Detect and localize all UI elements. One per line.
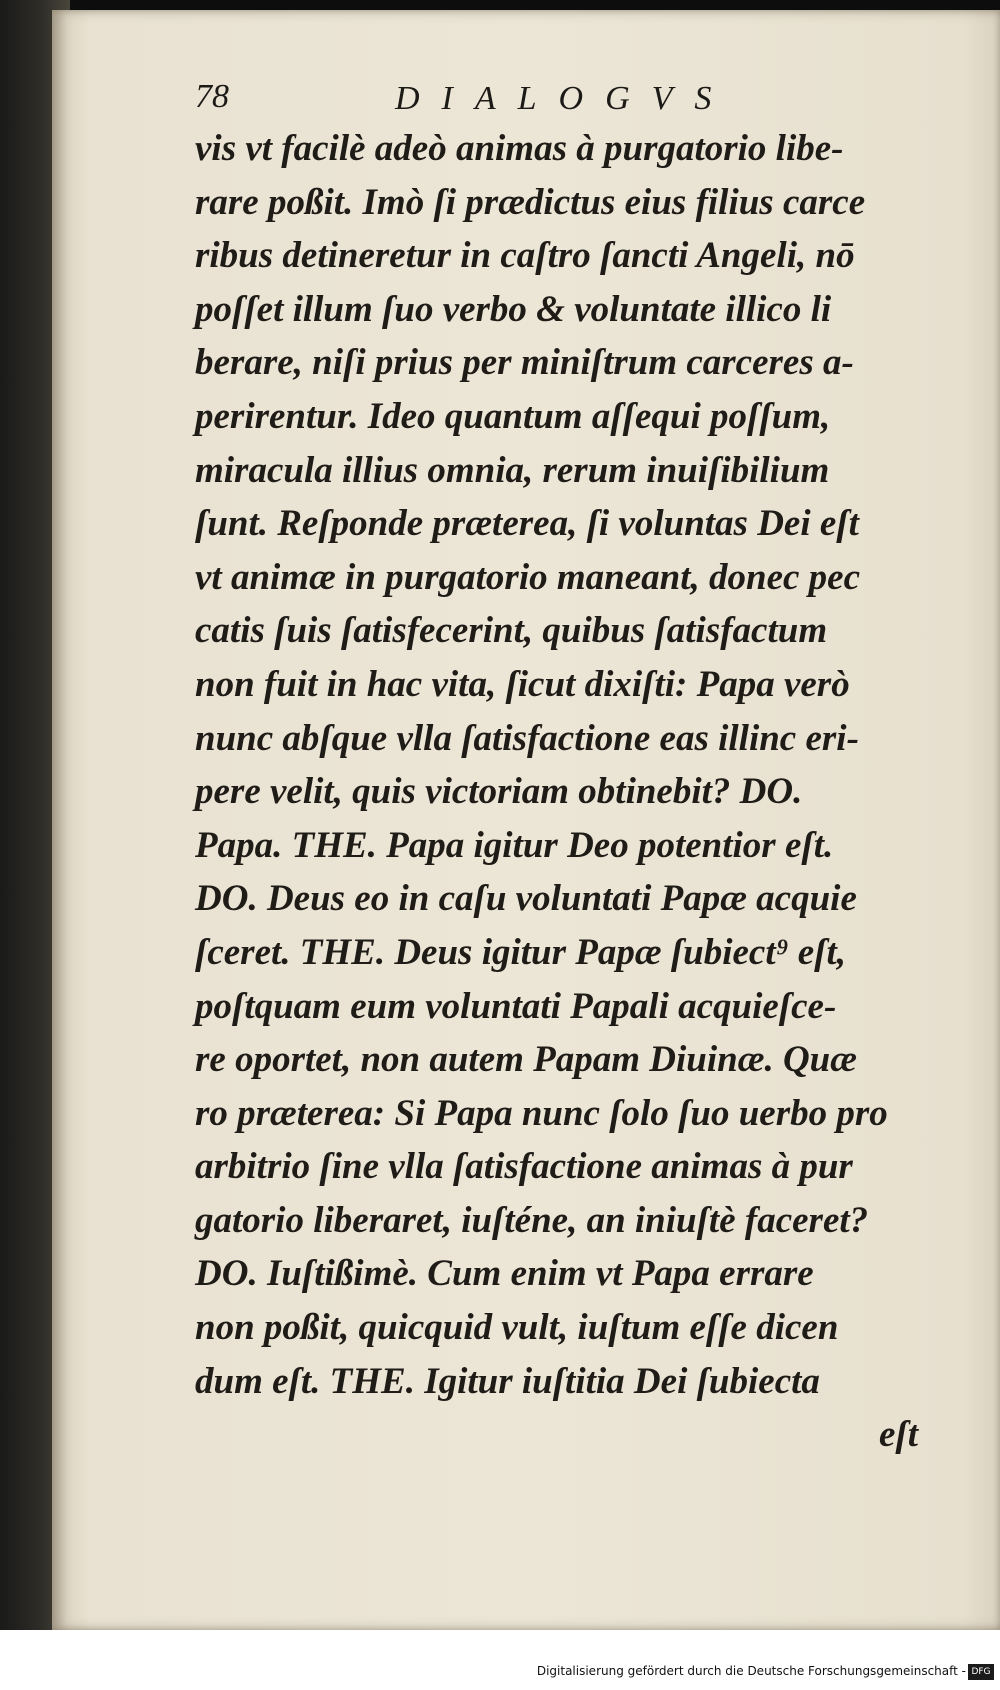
text-line: ſceret. THE. Deus igitur Papæ ſubiect⁹ eſt,: [195, 931, 847, 973]
text-line: gatorio liberaret, iuſténe, an iniuſtè faceret?: [195, 1199, 869, 1241]
text-line: arbitrio ſine vlla ſatisfactione animas à pur: [195, 1146, 853, 1188]
text-line: miracula illius omnia, rerum inuiſibilium: [195, 449, 830, 491]
dfg-logo: DFG: [968, 1664, 994, 1680]
text-line: Papa. THE. Papa igitur Deo potentior eſt.: [195, 824, 834, 866]
text-line: ro præterea: Si Papa nunc ſolo ſuo uerbo pro: [195, 1092, 888, 1134]
catchword: eſt: [878, 1414, 918, 1456]
text-line: rare poßit. Imò ſi prædictus eius filius carce: [195, 181, 866, 223]
text-line: non poßit, quicquid vult, iuſtum eſſe dicen: [195, 1307, 839, 1349]
text-line: berare, niſi prius per miniſtrum carceres a-: [195, 342, 854, 384]
text-line: catis ſuis ſatisfecerint, quibus ſatisfactum: [195, 610, 828, 652]
text-line: vis vt facilè adeò animas à purgatorio libe-: [195, 128, 844, 169]
running-head: DIALOGVS: [395, 80, 734, 117]
text-line: pere velit, quis victoriam obtinebit? DO.: [195, 771, 803, 813]
text-line: ſunt. Reſponde præterea, ſi voluntas Dei eſt: [195, 503, 859, 545]
funding-credit: Digitalisierung gefördert durch die Deutsche Forschungsgemeinschaft -: [536, 1664, 966, 1678]
page-number: 78: [195, 78, 229, 115]
text-line: poſtquam eum voluntati Papali acquieſce-: [195, 985, 837, 1027]
text-line: DO. Iuſtißimè. Cum enim vt Papa errare: [195, 1253, 814, 1295]
text-line: poſſet illum ſuo verbo & voluntate illico li: [195, 288, 832, 330]
digitization-footer: [0, 1630, 1000, 1690]
text-line: ribus detineretur in caſtro ſancti Angeli, nō: [195, 235, 855, 277]
text-line: DO. Deus eo in caſu voluntati Papæ acquie: [195, 878, 857, 920]
text-line: dum eſt. THE. Igitur iuſtitia Dei ſubiecta: [195, 1360, 820, 1402]
body-text: [195, 122, 930, 1462]
page-header: [195, 78, 755, 126]
text-line: re oportet, non autem Papam Diuinæ. Quæ: [195, 1039, 857, 1081]
text-line: nunc abſque vlla ſatisfactione eas illinc eri-: [195, 717, 859, 759]
text-line: vt animæ in purgatorio maneant, donec pec: [195, 556, 861, 598]
text-line: perirentur. Ideo quantum aſſequi poſſum,: [195, 395, 831, 437]
text-line: non fuit in hac vita, ſicut dixiſti: Papa verò: [195, 663, 850, 705]
